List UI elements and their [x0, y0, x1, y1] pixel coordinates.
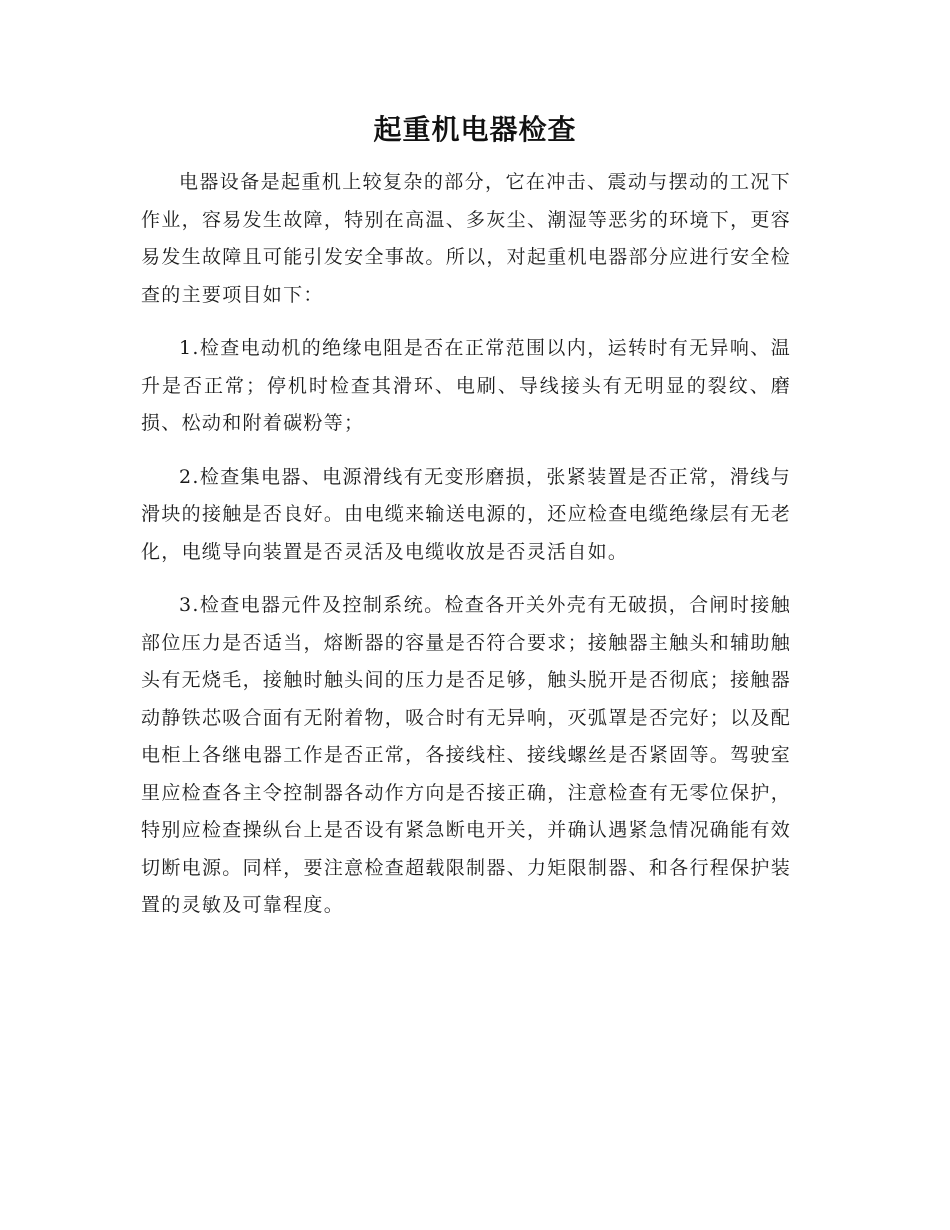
check-item-2: 2.检查集电器、电源滑线有无变形磨损，张紧装置是否正常，滑线与滑块的接触是否良好。由电缆来输送电源的，还应检查电缆绝缘层有无老化，电缆导向装置是否灵活及电缆收放是否灵活自如。: [141, 465, 791, 563]
check-item-3: 3.检查电器元件及控制系统。检查各开关外壳有无破损，合闸时接触部位压力是否适当，熔断器的容量是否符合要求；接触器主触头和辅助触头有无烧毛，接触时触头间的压力是否足够，触头脱开是否彻底；接触器动静铁芯吸合面有无附着物，吸合时有无异响，灭弧罩是否完好；以及配电柜上各继电器工作是否正常，各接线柱、接线螺丝是否紧固等。驾驶室里应检查各主令控制器各动作方向是否接正确，注意检查有无零位保护，特别应检查操纵台上是否设有紧急断电开关，并确认遇紧急情况确能有效切断电源。同样，要注意检查超载限制器、力矩限制器、和各行程保护装置的灵敏及可靠程度。: [141, 594, 791, 916]
check-item-1: 1.检查电动机的绝缘电阻是否在正常范围以内，运转时有无异响、温升是否正常；停机时检查其滑环、电刷、导线接头有无明显的裂纹、磨损、松动和附着碳粉等；: [141, 337, 791, 434]
document-body: [141, 164, 791, 941]
document-title: 起重机电器检查: [373, 113, 577, 146]
intro-paragraph: 电器设备是起重机上较复杂的部分，它在冲击、震动与摆动的工况下作业，容易发生故障，特别在高温、多灰尘、潮湿等恶劣的环境下，更容易发生故障且可能引发安全事故。所以，对起重机电器部分应进行安全检查的主要项目如下：: [141, 171, 791, 306]
